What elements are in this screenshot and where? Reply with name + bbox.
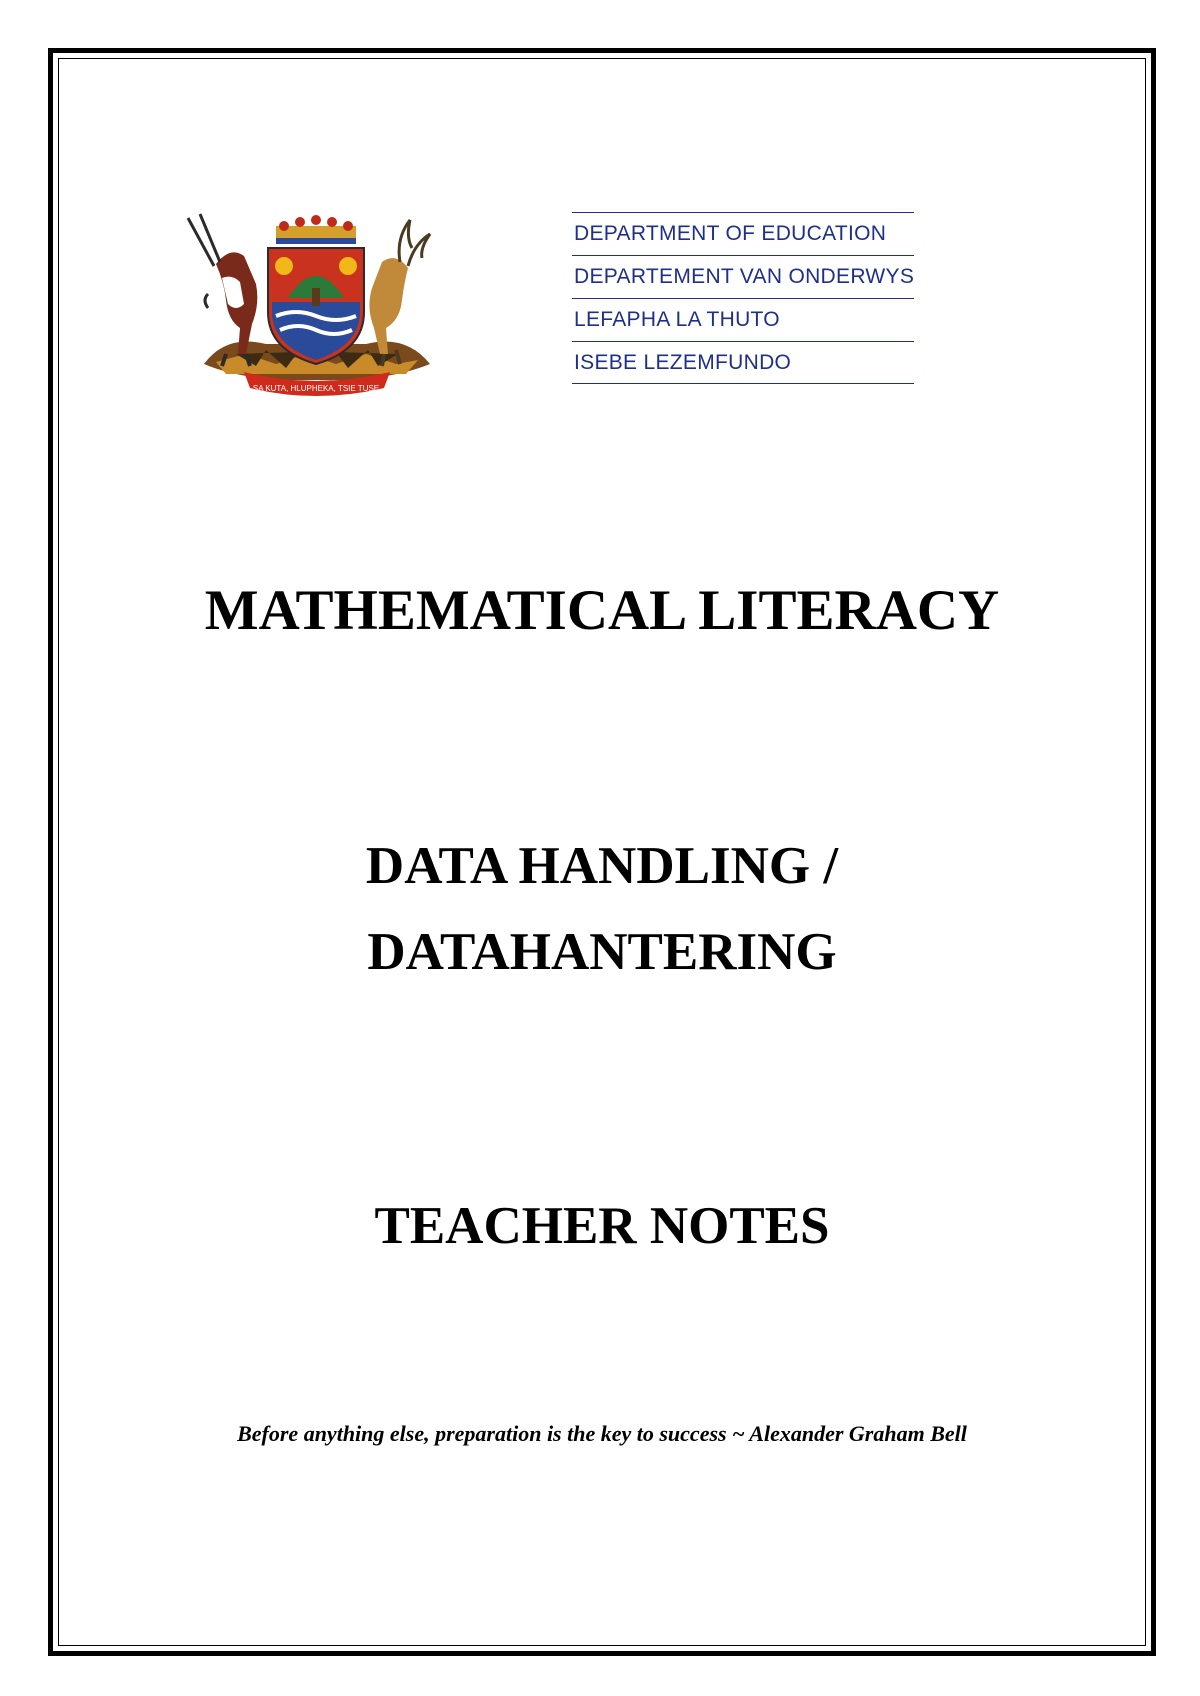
department-name-block [572, 212, 914, 384]
coat-of-arms-icon [186, 204, 446, 410]
quote: Before anything else, preparation is the key to success ~ Alexander Graham Bell [237, 1421, 967, 1446]
department-line-afrikaans: DEPARTEMENT VAN ONDERWYS [572, 255, 914, 298]
topic-title-line-2: DATAHANTERING [367, 923, 837, 981]
topic-title-line-1: DATA HANDLING / [365, 837, 839, 895]
department-line-isixhosa: ISEBE LEZEMFUNDO [572, 341, 914, 384]
document-type-title: TEACHER NOTES [374, 1197, 830, 1255]
coat-of-arms-motto: SA KUTA, HLUPHEKA, TSIE TUSE [252, 384, 380, 393]
subject-title: MATHEMATICAL LITERACY [204, 579, 1000, 642]
department-line-setswana: LEFAPHA LA THUTO [572, 298, 914, 341]
department-line-english: DEPARTMENT OF EDUCATION [572, 212, 914, 255]
